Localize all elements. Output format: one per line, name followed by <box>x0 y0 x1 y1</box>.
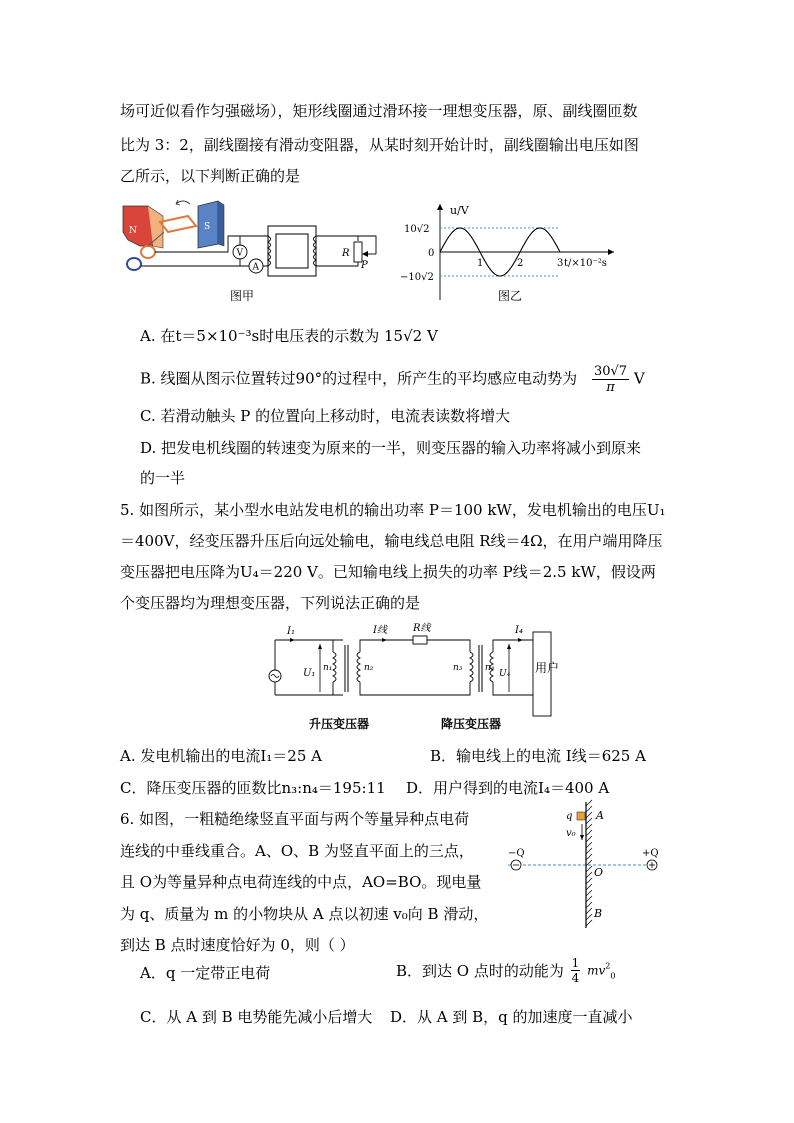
figure-q5 <box>265 620 560 735</box>
q4-option-a: A. 在t＝5×10⁻³s时电压表的示数为 15√2 V <box>140 327 438 345</box>
wall-hatch <box>586 818 592 824</box>
point-b-label: B <box>594 907 603 920</box>
q5-option-c: C．降压变压器的匝数比n₃:n₄＝195:11 <box>120 779 386 797</box>
ammeter-label: A <box>252 262 259 273</box>
q6-b-denominator: 4 <box>571 971 580 985</box>
intro-line-2: 比为 3：2，副线圈接有滑动变阻器，从某时刻开始计时，副线圈输出电压如图 <box>120 136 639 154</box>
step-down-label: 降压变压器 <box>441 717 502 731</box>
q4-b-denominator: π <box>606 380 615 395</box>
intro-line-1: 场可近似看作匀强磁场），矩形线圈通过滑环接一理想变压器，原、副线圈匝数 <box>120 102 638 120</box>
q5-line-3: 变压器把电压降为U₄＝220 V。已知输电线上损失的功率 P线＝2.5 kW，假设两 <box>120 563 656 581</box>
i1-label: I₁ <box>287 626 295 637</box>
q6-line-3: 且 O为等量异种点电荷连线的中点，AO=BO。现电量 <box>120 873 482 891</box>
q6-option-c: C．从 A 到 B 电势能先减小后增大 <box>140 1008 373 1026</box>
q4-option-d-line1: D. 把发电机线圈的转速变为原来的一半，则变压器的输入功率将减小到原来 <box>140 439 642 457</box>
rheostat-label: R <box>342 248 350 259</box>
wall-hatch <box>586 878 592 884</box>
q4-option-d-line2: 的一半 <box>140 469 186 487</box>
q5-option-a: A. 发电机输出的电流I₁＝25 A <box>120 747 322 765</box>
step-up-label: 升压变压器 <box>309 717 370 731</box>
r-line-label: R线 <box>413 623 431 634</box>
wall-hatch <box>586 920 592 926</box>
wall-hatch <box>586 806 592 812</box>
magnet-s-label: S <box>204 222 211 232</box>
q6-option-b <box>396 956 615 985</box>
q6-line-4: 为 q、质量为 m 的小物块从 A 点以初速 v₀向 B 滑动， <box>120 905 489 923</box>
coil <box>160 216 196 232</box>
wall-hatch <box>586 842 592 848</box>
block <box>577 812 585 820</box>
q6-b-sup: 2 <box>605 961 611 971</box>
magnet-n-label: N <box>129 226 137 236</box>
wall-hatch <box>586 824 592 830</box>
x-tick-1: 1 <box>477 258 484 269</box>
q6-line-1: 6. 如图，一粗糙绝缘竖直平面与两个等量异种点电荷 <box>120 810 470 828</box>
wall-hatch <box>586 866 592 872</box>
n2-label: n₂ <box>364 663 374 673</box>
q4-option-b <box>140 364 645 395</box>
q4-b-unit: V <box>633 369 645 388</box>
q6-b-sub: 0 <box>610 971 616 981</box>
slip-ring-2 <box>141 246 155 258</box>
rheostat <box>354 242 362 262</box>
user-label: 用户 <box>535 661 560 675</box>
slip-ring-1 <box>127 258 141 270</box>
q5-option-b: B．输电线上的电流 I线＝625 A <box>430 747 646 765</box>
wall-hatch <box>586 872 592 878</box>
q6-option-b-text: B．到达 O 点时的动能为 <box>396 962 564 980</box>
wall-hatch <box>586 896 592 902</box>
rotation-arrow <box>176 201 190 204</box>
x-axis-label: t/×10⁻²s <box>564 258 607 269</box>
pos-q-label: +Q <box>642 848 659 859</box>
q6-option-a: A．q 一定带正电荷 <box>140 964 271 982</box>
figure-yi-caption: 图乙 <box>498 289 523 303</box>
q4-option-b-text: B. 线圈从图示位置转过90°的过程中，所产生的平均感应电动势为 <box>140 369 578 388</box>
wall-hatch <box>586 812 592 818</box>
i4-label: I₄ <box>515 625 523 636</box>
q4-option-c: C. 若滑动触头 P 的位置向上移动时，电流表读数将增大 <box>140 407 511 425</box>
slider-label: P <box>361 260 368 271</box>
y-tick-zero: 0 <box>428 248 435 259</box>
q5-line-4: 个变压器均为理想变压器，下列说法正确的是 <box>120 594 421 612</box>
voltmeter-label: V <box>236 248 243 259</box>
wall-hatch <box>586 902 592 908</box>
neg-q-label: −Q <box>508 848 525 859</box>
q5-line-2: ＝400V，经变压器升压后向远处输电，输电线总电阻 R线＝4Ω，在用户端用降压 <box>120 532 663 550</box>
q5-option-d: D．用户得到的电流I₄＝400 A <box>406 779 610 797</box>
point-o-label: O <box>594 866 604 879</box>
figure-jia-caption: 图甲 <box>230 289 255 303</box>
u4-label: U₄ <box>499 669 511 679</box>
q6-line-5: 到达 B 点时速度恰好为 0，则（ ） <box>120 936 355 954</box>
q6-b-fraction <box>571 956 581 985</box>
magnet-n <box>123 206 153 246</box>
q4-b-numerator: 30√7 <box>593 364 628 379</box>
q6-option-d: D．从 A 到 B，q 的加速度一直减小 <box>390 1008 633 1026</box>
v0-label: v₀ <box>566 828 576 839</box>
q-label: q <box>566 811 573 822</box>
y-tick-top: 10√2 <box>404 224 430 235</box>
u1-label: U₁ <box>303 668 316 679</box>
q6-b-numerator: 1 <box>571 956 580 970</box>
y-axis-label: u/V <box>450 204 469 217</box>
n4-label: n₄ <box>485 663 495 673</box>
intro-line-3: 乙所示，以下判断正确的是 <box>120 167 301 185</box>
wall-hatch <box>586 854 592 860</box>
x-tick-3: 3 <box>557 258 564 269</box>
wall-hatch <box>586 836 592 842</box>
wall-hatch <box>586 914 592 920</box>
figure-jia <box>118 196 388 304</box>
q4-b-fraction <box>592 364 629 395</box>
n3-label: n₃ <box>453 663 463 673</box>
figure-yi <box>400 200 630 304</box>
q6-b-mv: mv <box>587 963 606 978</box>
x-tick-2: 2 <box>517 258 524 269</box>
wall-hatch <box>586 800 592 806</box>
line-resistor <box>413 636 427 644</box>
wall-hatch <box>586 908 592 914</box>
wall-hatch <box>586 848 592 854</box>
q6-line-2: 连线的中垂线重合。A、O、B 为竖直平面上的三点， <box>120 842 474 860</box>
i-line-label: I线 <box>373 625 387 636</box>
q5-line-1: 5. 如图所示，某小型水电站发电机的输出功率 P＝100 kW，发电机输出的电压U₁ <box>120 501 666 519</box>
y-tick-bottom: −10√2 <box>400 272 434 283</box>
wall-hatch <box>586 830 592 836</box>
n1-label: n₁ <box>323 663 333 673</box>
figure-q6 <box>500 800 680 935</box>
wall-hatch <box>586 890 592 896</box>
point-a-label: A <box>596 809 604 822</box>
wall-hatch <box>586 884 592 890</box>
